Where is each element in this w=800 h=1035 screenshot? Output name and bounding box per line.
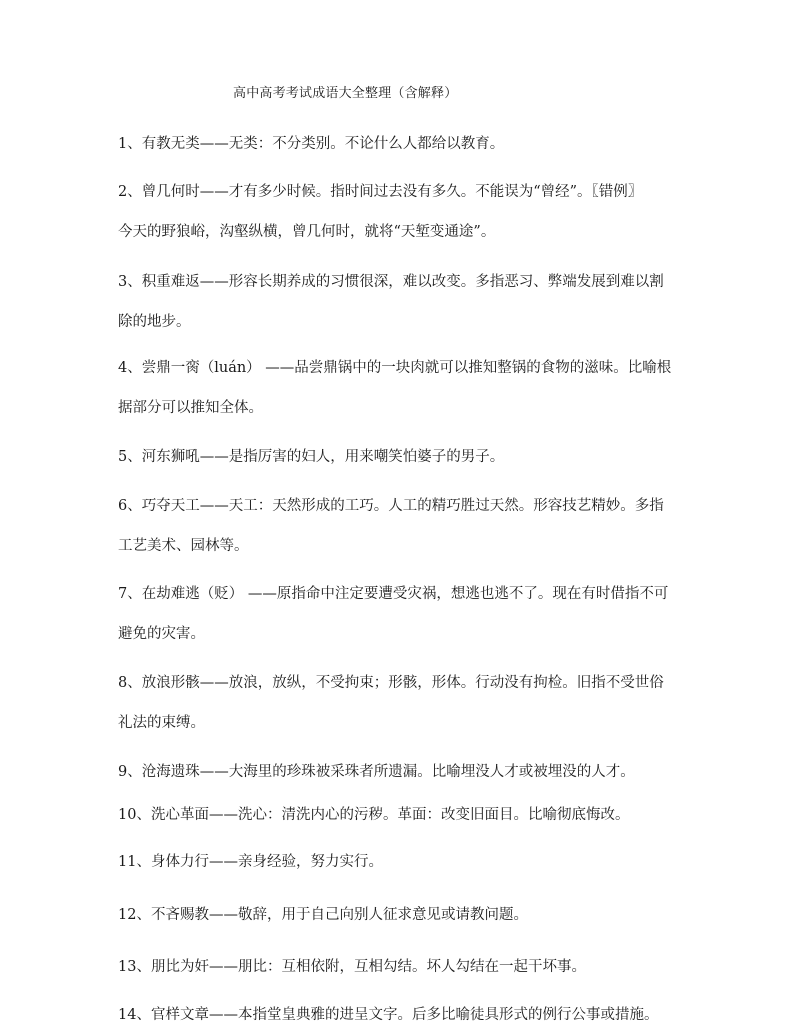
entry-line: 12、不吝赐教——敬辞，用于自己向别人征求意见或请教问题。 [118,907,528,923]
entry-line: 10、洗心革面——洗心：清洗内心的污秽。革面：改变旧面目。比喻彻底悔改。 [118,807,630,823]
entry-line: 除的地步。 [118,314,191,330]
idiom-entry-12 [118,895,686,935]
entry-line: 今天的野狼峪，沟壑纵横，曾几何时，就将“天堑变通途”。 [118,224,496,240]
entry-line: 3、积重难返——形容长期养成的习惯很深，难以改变。多指恶习、弊端发展到难以割 [118,274,664,290]
idiom-entry-4 [118,348,686,428]
entry-line: 避免的灾害。 [118,626,205,642]
entry-line: 9、沧海遗珠——大海里的珍珠被采珠者所遗漏。比喻埋没人才或被埋没的人才。 [118,764,635,780]
idiom-entry-9 [118,752,686,792]
idiom-entry-11 [118,842,686,882]
entry-line: 4、尝鼎一脔（luán） ——品尝鼎锅中的一块肉就可以推知整锅的食物的滋味。比喻根 [118,360,672,376]
entry-line: 工艺美术、园林等。 [118,538,249,554]
idiom-entry-10 [118,795,686,835]
idiom-entry-8 [118,663,686,743]
entry-line: 据部分可以推知全体。 [118,400,263,416]
entry-line: 6、巧夺天工——天工：天然形成的工巧。人工的精巧胜过天然。形容技艺精妙。多指 [118,498,664,514]
idiom-entry-13 [118,947,686,987]
idiom-entry-14 [118,995,686,1035]
idiom-entry-7 [118,574,686,654]
entry-line: 8、放浪形骸——放浪，放纵，不受拘束；形骸，形体。行动没有拘检。旧指不受世俗 [118,675,664,691]
idiom-entry-1 [118,124,686,164]
entry-line: 7、在劫难逃（贬） ——原指命中注定要遭受灾祸，想逃也逃不了。现在有时借指不可 [118,586,669,602]
entry-line: 礼法的束缚。 [118,715,205,731]
entry-line: 1、有教无类——无类：不分类别。不论什么人都给以教育。 [118,136,505,152]
idiom-entry-3 [118,262,686,342]
entry-line: 11、身体力行——亲身经验，努力实行。 [118,854,383,870]
entry-line: 13、朋比为奸——朋比：互相依附，互相勾结。坏人勾结在一起干坏事。 [118,959,586,975]
idiom-entry-5 [118,437,686,477]
idiom-entry-2 [118,172,686,252]
entry-line: 2、曾几何时——才有多少时候。指时间过去没有多久。不能误为“曾经”。〖错例〗 [118,184,643,200]
idiom-entry-6 [118,486,686,566]
entry-line: 5、河东狮吼——是指厉害的妇人，用来嘲笑怕婆子的男子。 [118,449,505,465]
document-title: 高中高考考试成语大全整理（含解释） [233,86,458,101]
entry-line: 14、官样文章——本指堂皇典雅的进呈文字。后多比喻徒具形式的例行公事或措施。 [118,1007,659,1023]
